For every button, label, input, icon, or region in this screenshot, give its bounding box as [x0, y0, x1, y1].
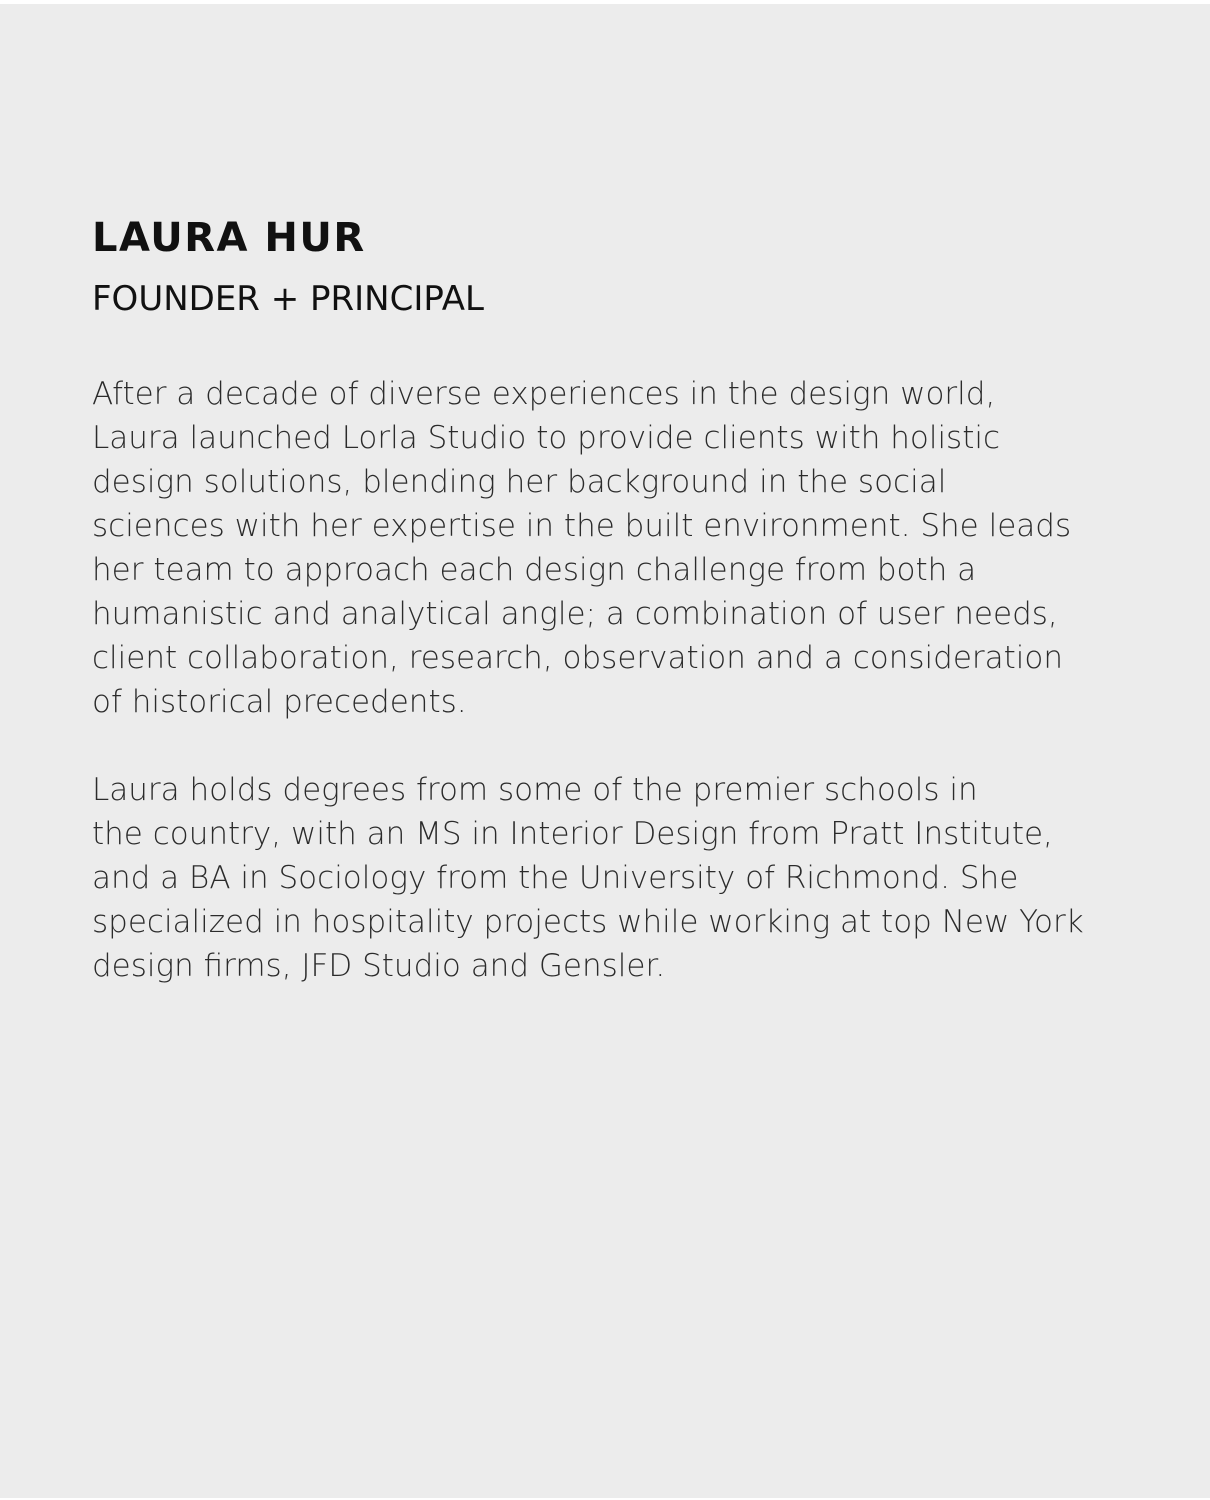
- bio-line: After a decade of diverse experiences in the design world,: [92, 376, 996, 412]
- bio-line: design firms, JFD Studio and Gensler.: [92, 948, 666, 984]
- bio-paragraph-1: [92, 372, 1142, 724]
- bio-line: Laura launched Lorla Studio to provide clients with holistic: [92, 420, 1001, 456]
- bio-panel: [0, 4, 1210, 1498]
- bio-content: [92, 212, 1142, 988]
- bio-line: Laura holds degrees from some of the premier schools in: [92, 772, 978, 808]
- bio-line: the country, with an MS in Interior Design from Pratt Institute,: [92, 816, 1053, 852]
- bio-line: specialized in hospitality projects while working at top New York: [92, 904, 1084, 940]
- bio-line: her team to approach each design challenge from both a: [92, 552, 977, 588]
- bio-line: client collaboration, research, observation and a consideration: [92, 640, 1064, 676]
- bio-line: design solutions, blending her background in the social: [92, 464, 947, 500]
- bio-paragraph-2: [92, 768, 1142, 988]
- person-role: FOUNDER + PRINCIPAL: [92, 279, 484, 319]
- bio-line: of historical precedents.: [92, 684, 467, 720]
- bio-line: sciences with her expertise in the built environment. She leads: [92, 508, 1072, 544]
- person-name: LAURA HUR: [92, 215, 366, 261]
- bio-line: humanistic and analytical angle; a combination of user needs,: [92, 596, 1058, 632]
- bio-line: and a BA in Sociology from the University of Richmond. She: [92, 860, 1019, 896]
